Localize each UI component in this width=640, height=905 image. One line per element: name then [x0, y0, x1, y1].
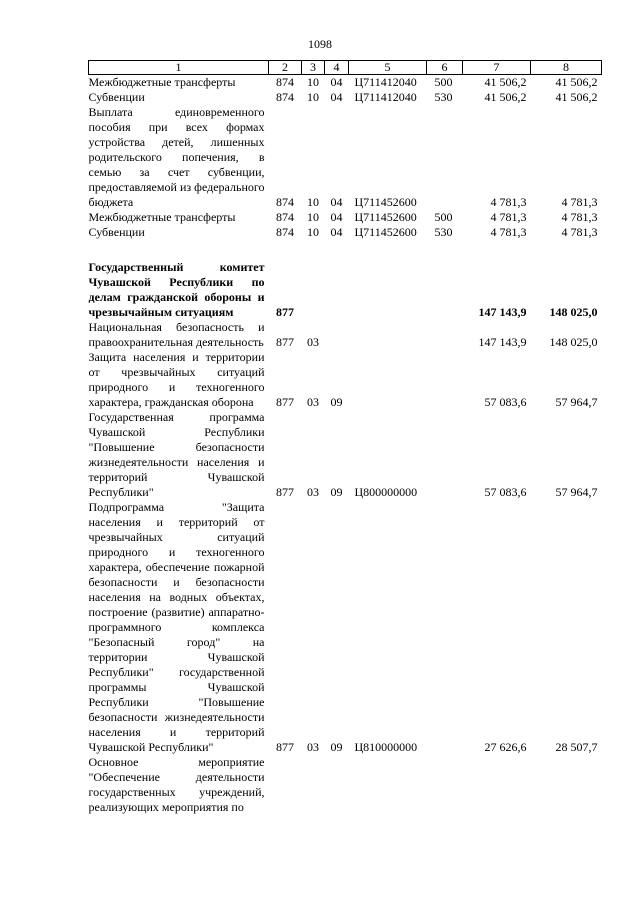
- row-vr: [427, 350, 463, 410]
- row-vr: [427, 105, 463, 210]
- row-name: Подпрограмма "Защита населения и территорий от чрезвычайных ситуаций природного и техногенного характера, обеспечение пожарной безопасности и безопасности населения на водных объектах, построение (развитие) аппаратно-программного комплекса "Безопасный город" на территории Чувашской Республики" государственной программы Чувашской Республики "Повышение безопасности жизнедеятельности населения и территорий Чувашской Республики": [88, 500, 265, 754]
- header-col-4: 4: [325, 61, 349, 75]
- row-csr: Ц711412040: [354, 90, 417, 104]
- row-value-7: 41 506,2: [484, 90, 527, 104]
- row-pr: [325, 320, 349, 350]
- row-vr: [427, 500, 463, 755]
- row-vr: 530: [434, 90, 453, 104]
- row-spacer: [89, 240, 602, 260]
- row-pr: [325, 755, 349, 815]
- row-csr: [349, 350, 427, 410]
- row-csr: [349, 260, 427, 320]
- row-csr: [349, 320, 427, 350]
- row-rz: 03: [307, 395, 319, 409]
- row-value-7: 4 781,3: [490, 225, 527, 239]
- row-value-7: 41 506,2: [484, 75, 527, 89]
- table-row: [89, 75, 602, 91]
- table-row: [89, 90, 602, 105]
- row-name: Основное мероприятие "Обеспечение деятельности государственных учреждений, реализующих мероприятия по: [88, 755, 265, 814]
- row-pr: 04: [330, 225, 343, 239]
- row-value-8: [531, 755, 602, 815]
- row-value-7: 4 781,3: [490, 195, 527, 209]
- row-csr: Ц711452600: [354, 210, 417, 224]
- row-pr: 04: [330, 90, 343, 104]
- row-gr: [269, 755, 302, 815]
- row-name: Межбюджетные трансферты: [88, 75, 236, 89]
- header-row: [89, 61, 602, 75]
- row-value-8: 4 781,3: [561, 195, 598, 209]
- row-rz: 03: [307, 740, 319, 754]
- table-row: [89, 500, 602, 755]
- row-csr: Ц810000000: [354, 740, 418, 754]
- row-rz: 03: [307, 485, 319, 499]
- row-value-8: 4 781,3: [561, 210, 598, 224]
- row-value-7: 57 083,6: [484, 485, 527, 499]
- row-name: Субвенции: [88, 225, 145, 239]
- row-value-8: 41 506,2: [555, 90, 598, 104]
- table-row: [89, 105, 602, 210]
- table-row: [89, 350, 602, 410]
- table-row: [89, 225, 602, 240]
- row-csr: Ц800000000: [354, 485, 418, 499]
- row-value-8: 41 506,2: [555, 75, 598, 89]
- row-gr: 874: [276, 210, 294, 224]
- header-col-7: 7: [463, 61, 531, 75]
- row-rz: [302, 260, 325, 320]
- row-value-8: 28 507,7: [555, 740, 598, 754]
- row-pr: 04: [330, 195, 343, 209]
- row-name: Субвенции: [88, 90, 145, 104]
- row-pr: 09: [330, 395, 343, 409]
- row-value-8: 57 964,7: [555, 485, 598, 499]
- row-vr: 500: [434, 75, 453, 89]
- row-rz: 10: [307, 75, 319, 89]
- row-value-8: 148 025,0: [549, 335, 598, 349]
- row-name: Национальная безопасность и правоохранительная деятельность: [88, 320, 265, 349]
- row-vr: [427, 755, 463, 815]
- row-vr: [427, 410, 463, 500]
- row-name: Государственная программа Чувашской Республики "Повышение безопасности жизнедеятельности населения и территорий Чувашской Республики": [88, 410, 265, 499]
- row-rz: 10: [307, 225, 319, 239]
- header-col-6: 6: [427, 61, 463, 75]
- row-vr: [427, 260, 463, 320]
- row-value-7: 27 626,6: [484, 740, 527, 754]
- row-gr: 874: [276, 195, 294, 209]
- header-col-2: 2: [269, 61, 302, 75]
- row-spacer-cell: [89, 240, 602, 260]
- row-value-8: 4 781,3: [561, 225, 598, 239]
- row-gr: 874: [276, 225, 294, 239]
- row-rz: 10: [307, 90, 319, 104]
- row-gr: 877: [276, 335, 294, 349]
- row-rz: 10: [307, 195, 319, 209]
- row-gr: 877: [276, 740, 294, 754]
- row-name: Защита населения и территории от чрезвычайных ситуаций природного и техногенного характера, гражданская оборона: [88, 350, 265, 409]
- header-col-5: 5: [349, 61, 427, 75]
- row-value-7: 147 143,9: [478, 305, 527, 319]
- row-gr: 877: [276, 305, 294, 319]
- row-value-7: [463, 755, 531, 815]
- row-gr: 877: [276, 485, 294, 499]
- header-col-1: 1: [89, 61, 269, 75]
- row-name: Межбюджетные трансферты: [88, 210, 236, 224]
- table-row: [89, 260, 602, 320]
- page-number: 1098: [308, 37, 332, 51]
- row-name: Государственный комитет Чувашской Республики по делам гражданской обороны и чрезвычайным ситуациям: [88, 260, 265, 319]
- table-row: [89, 210, 602, 225]
- budget-table: [88, 60, 602, 815]
- row-name: Выплата единовременного пособия при всех формах устройства детей, лишенных родительского попечения, в семью за счет субвенции, предоставляемой из федерального бюджета: [88, 105, 265, 209]
- table-row: [89, 410, 602, 500]
- row-gr: 874: [276, 90, 294, 104]
- row-csr: [349, 755, 427, 815]
- row-value-8: 148 025,0: [549, 305, 598, 319]
- row-rz: 03: [307, 335, 319, 349]
- row-pr: 09: [330, 740, 343, 754]
- row-vr: 530: [434, 225, 453, 239]
- row-pr: 04: [330, 210, 343, 224]
- row-pr: 09: [330, 485, 343, 499]
- row-value-7: 4 781,3: [490, 210, 527, 224]
- row-rz: [302, 755, 325, 815]
- table-row: [89, 320, 602, 350]
- row-csr: Ц711452600: [354, 225, 417, 239]
- row-csr: Ц711412040: [354, 75, 417, 89]
- row-value-8: 57 964,7: [555, 395, 598, 409]
- row-rz: 10: [307, 210, 319, 224]
- header-col-8: 8: [531, 61, 602, 75]
- row-vr: [427, 320, 463, 350]
- row-csr: Ц711452600: [354, 195, 417, 209]
- table-row: [89, 755, 602, 815]
- row-pr: 04: [330, 75, 343, 89]
- header-col-3: 3: [302, 61, 325, 75]
- row-value-7: 147 143,9: [478, 335, 527, 349]
- row-pr: [325, 260, 349, 320]
- row-value-7: 57 083,6: [484, 395, 527, 409]
- row-gr: 874: [276, 75, 294, 89]
- row-vr: 500: [434, 210, 453, 224]
- row-gr: 877: [276, 395, 294, 409]
